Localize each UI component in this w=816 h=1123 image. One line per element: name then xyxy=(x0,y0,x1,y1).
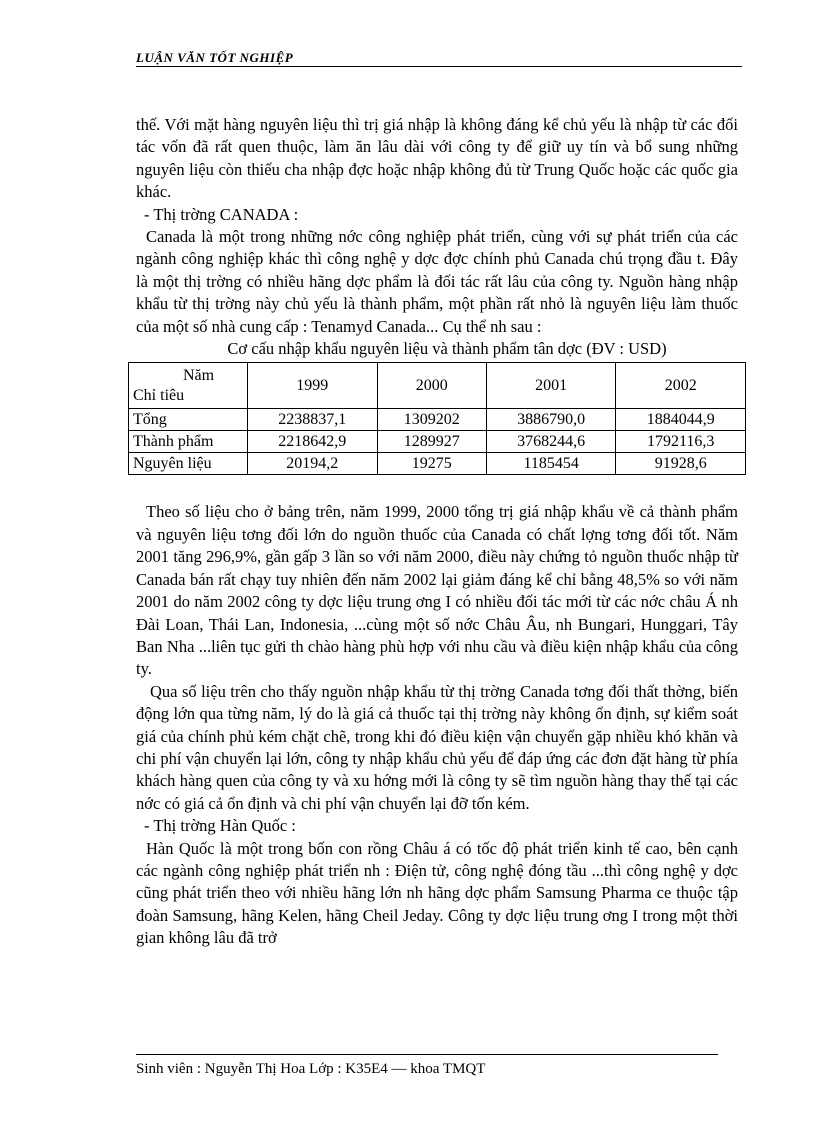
table-cell: 1309202 xyxy=(377,409,486,431)
table-cell: 91928,6 xyxy=(616,453,746,475)
table-cell: 3886790,0 xyxy=(486,409,616,431)
table-cell: 1289927 xyxy=(377,431,486,453)
table-cell: 1884044,9 xyxy=(616,409,746,431)
footer-student-info: Sinh viên : Nguyễn Thị Hoa Lớp : K35E4 — khoa TMQT xyxy=(136,1061,486,1077)
table-row xyxy=(129,431,746,453)
paragraph-canada-intro: Canada là một trong những nớc công nghiệp phát triển, cùng với sự phát triển của các ngành công nghiệp khác thì công nghệ y dợc đợc chính phủ Canada chú trọng đầu t. Đây là một thị trờng có nhiều hãng dợc phẩm là đối tác rất lâu của công ty. Nguồn hàng nhập khẩu từ thị trờng này chủ yếu là thành phẩm, một phần rất nhỏ là nguyên liệu làm thuốc của một số nhà cung cấp : Tenamyd Canada... Cụ thể nh sau : xyxy=(136,227,738,336)
corner-year-label: Năm xyxy=(183,366,215,384)
table-cell: 1792116,3 xyxy=(616,431,746,453)
year-header: 2002 xyxy=(616,363,746,409)
corner-indicator-label: Chỉ tiêu xyxy=(133,386,185,404)
document-body xyxy=(133,114,738,950)
table-cell: 3768244,6 xyxy=(486,431,616,453)
header-title: LUẬN VĂN TỐT NGHIỆP xyxy=(136,50,294,65)
row-label: Nguyên liệu xyxy=(129,453,248,475)
year-header: 2001 xyxy=(486,363,616,409)
table-cell: 1185454 xyxy=(486,453,616,475)
table-row xyxy=(129,409,746,431)
table-row xyxy=(129,453,746,475)
paragraph-korea-intro: Hàn Quốc là một trong bốn con rồng Châu á có tốc độ phát triển kinh tế cao, bên cạnh các ngành công nghiệp phát triển nh : Điện tử, công nghệ đóng tầu ...thì công nghệ y dợc cũng phát triển theo với nhiều hãng lớn nh hãng dợc phẩm Samsung Pharma ce thuộc tập đoàn Samsung, hãng Kelen, hãng Cheil Jeday. Công ty dợc liệu trung ơng I trong một thời gian không lâu đã trở xyxy=(136,838,738,948)
year-header: 2000 xyxy=(377,363,486,409)
section-heading-korea: - Thị trờng Hàn Quốc : xyxy=(144,816,296,836)
table-header-row xyxy=(129,363,746,409)
paragraph-analysis: Theo số liệu cho ở bảng trên, năm 1999, 2000 tổng trị giá nhập khẩu về cả thành phẩm và nguyên liệu tơng đối lớn do nguồn thuốc của Canada có chất lợng tơng đối tốt. Năm 2001 tăng 296,9%, gần gấp 3 lần so với năm 2000, điều này chứng tỏ nguồn thuốc nhập từ Canada bán rất chạy tuy nhiên đến năm 2002 lại giảm đáng kể chỉ bằng 48,5% so với năm 2001 do năm 2002 công ty dợc liệu trung ơng I có nhiều đối tác mới từ các nớc châu Á nh Đài Loan, Thái Lan, Indonesia, ...cùng một số nớc Châu Âu, nh Bungari, Hunggari, Tây Ban Nha ...liên tục gửi th chào hàng phù hợp với nhu cầu và điều kiện nhập khẩu của công ty. xyxy=(136,502,738,679)
paragraph-conclusion: Qua số liệu trên cho thấy nguồn nhập khẩu từ thị trờng Canada tơng đối thất thờng, biến động lớn qua từng năm, lý do là giá cả thuốc tại thị trờng này không ổn định, sự kiểm soát giá của chính phủ kém chặt chẽ, trong khi đó điều kiện vận chuyển gặp nhiều khó khăn và chi phí vận chuyển lại lớn, công ty nhập khẩu chủ yếu để đáp ứng các đơn đặt hàng từ phía khách hàng quen của công ty và xu hớng mới là công ty sẽ tìm nguồn hàng thay thế tại các nớc có giá cả ổn định và chi phí vận chuyển lại đỡ tốn kém. xyxy=(136,681,738,813)
table-cell: 2218642,9 xyxy=(248,431,378,453)
row-label: Tổng xyxy=(129,409,248,431)
page-header xyxy=(136,50,742,67)
spacer xyxy=(136,475,738,501)
page-footer xyxy=(136,1054,718,1077)
row-label: Thành phẩm xyxy=(129,431,248,453)
import-structure-table xyxy=(128,362,746,475)
paragraph-continuation: thế. Với mặt hàng nguyên liệu thì trị giá nhập là không đáng kể chủ yếu là nhập từ các đối tác vốn đã rất quen thuộc, làm ăn lâu dài với công ty để giữ uy tín và bổ sung những nguyên liệu còn thiếu cha nhập đợc hoặc nhập không đủ từ Trung Quốc hoặc các quốc gia khác. xyxy=(136,115,738,202)
table-cell: 20194,2 xyxy=(248,453,378,475)
section-heading-canada: - Thị trờng CANADA : xyxy=(144,204,299,224)
table-corner-cell xyxy=(129,363,248,409)
table-cell: 19275 xyxy=(377,453,486,475)
table-cell: 2238837,1 xyxy=(248,409,378,431)
year-header: 1999 xyxy=(248,363,378,409)
table-caption: Cơ cấu nhập khẩu nguyên liệu và thành phẩm tân dợc (ĐV : USD) xyxy=(227,339,667,359)
